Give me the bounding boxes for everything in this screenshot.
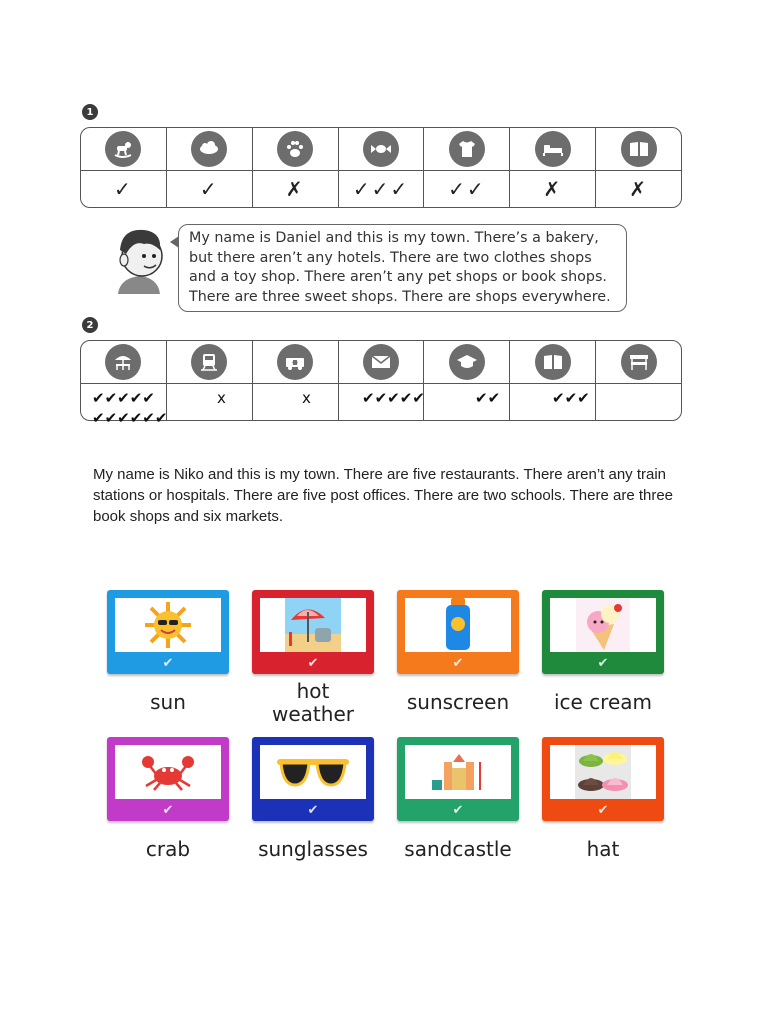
card-label: sunglasses (258, 837, 368, 861)
ambulance-icon (277, 344, 313, 380)
card-label: sun (150, 690, 186, 714)
niko-paragraph: My name is Niko and this is my town. There are five restaurants. There aren’t any train stations or hospitals. There are five post offices. There are two schools. There are three book shops and six markets. (93, 466, 674, 525)
tally-mark: x (217, 389, 226, 407)
card-ice-cream[interactable] (542, 590, 664, 674)
cake-icon (191, 131, 227, 167)
check-icon: ✔ (452, 656, 464, 671)
crab-icon (115, 745, 221, 799)
exercise-1-number: 1 (82, 104, 98, 120)
card-label: sandcastle (404, 837, 512, 861)
exercise-1-table (80, 127, 682, 208)
rocking-horse-icon (105, 131, 141, 167)
tally-mark: ✓ (114, 177, 133, 201)
sun-icon (115, 598, 221, 652)
book-icon (535, 344, 571, 380)
check-icon: ✔ (307, 803, 319, 818)
bed-icon (535, 131, 571, 167)
card-sunglasses[interactable] (252, 737, 374, 821)
table1-icon-cell (167, 128, 253, 170)
card-sandcastle[interactable] (397, 737, 519, 821)
tally-mark: ✔✔ (475, 389, 501, 407)
card-hat[interactable] (542, 737, 664, 821)
card-label: crab (145, 837, 191, 861)
graduation-cap-icon (449, 344, 485, 380)
tally-mark: ✔✔✔✔✔ (362, 389, 425, 407)
speech-bubble-tail (170, 236, 179, 248)
tally-mark: x (302, 389, 311, 407)
tally-mark: ✔✔✔✔✔✔ (92, 409, 168, 427)
table1-icon-cell (339, 128, 425, 170)
train-icon (191, 344, 227, 380)
market-stall-icon (621, 344, 657, 380)
tally-mark: ✗ (543, 177, 563, 201)
card-sunscreen[interactable] (397, 590, 519, 674)
exercise-2-number: 2 (82, 317, 98, 333)
tally-mark: ✓ (199, 177, 219, 201)
tally-mark: ✓✓ (448, 177, 486, 201)
sunscreen-icon (405, 598, 511, 652)
speech-text: My name is Daniel and this is my town. There’s a bakery, but there aren’t any hotels. There are two clothes shops and a toy shop. There aren’t any pet shops or book shops. There are three sweet shops. There are shops everywhere. (189, 230, 611, 305)
card-hot-weather[interactable] (252, 590, 374, 674)
beach-icon (260, 598, 366, 652)
card-label: hot weather (272, 679, 354, 726)
sunglasses-icon (260, 745, 366, 799)
card-sun[interactable] (107, 590, 229, 674)
check-icon: ✔ (307, 656, 319, 671)
table1-icon-cell (253, 128, 339, 170)
check-icon: ✔ (162, 656, 174, 671)
table1-icon-cell (81, 128, 167, 170)
tally-mark: ✔✔✔✔✔ (92, 389, 155, 407)
envelope-icon (363, 344, 399, 380)
tally-mark: ✗ (285, 177, 305, 201)
sweet-icon (363, 131, 399, 167)
check-icon: ✔ (597, 803, 609, 818)
table1-icon-cell (510, 128, 596, 170)
tally-mark: ✗ (629, 177, 648, 201)
paw-icon (277, 131, 313, 167)
card-label: ice cream (553, 690, 653, 714)
exercise-2-table (80, 340, 682, 421)
tally-mark: ✔✔✔ (552, 389, 590, 407)
sandcastle-icon (405, 745, 511, 799)
hat-icon (550, 745, 656, 799)
ice-cream-icon (550, 598, 656, 652)
tshirt-icon (449, 131, 485, 167)
book-icon (621, 131, 657, 167)
table1-icon-cell (596, 128, 681, 170)
check-icon: ✔ (162, 803, 174, 818)
check-icon: ✔ (597, 656, 609, 671)
card-label: sunscreen (406, 690, 510, 714)
check-icon: ✔ (452, 803, 464, 818)
speech-bubble (178, 224, 627, 312)
card-crab[interactable] (107, 737, 229, 821)
restaurant-icon (105, 344, 141, 380)
tally-mark: ✓✓✓ (352, 177, 410, 201)
table1-icon-cell (424, 128, 510, 170)
boy-illustration (108, 220, 172, 294)
card-label: hat (586, 837, 620, 861)
